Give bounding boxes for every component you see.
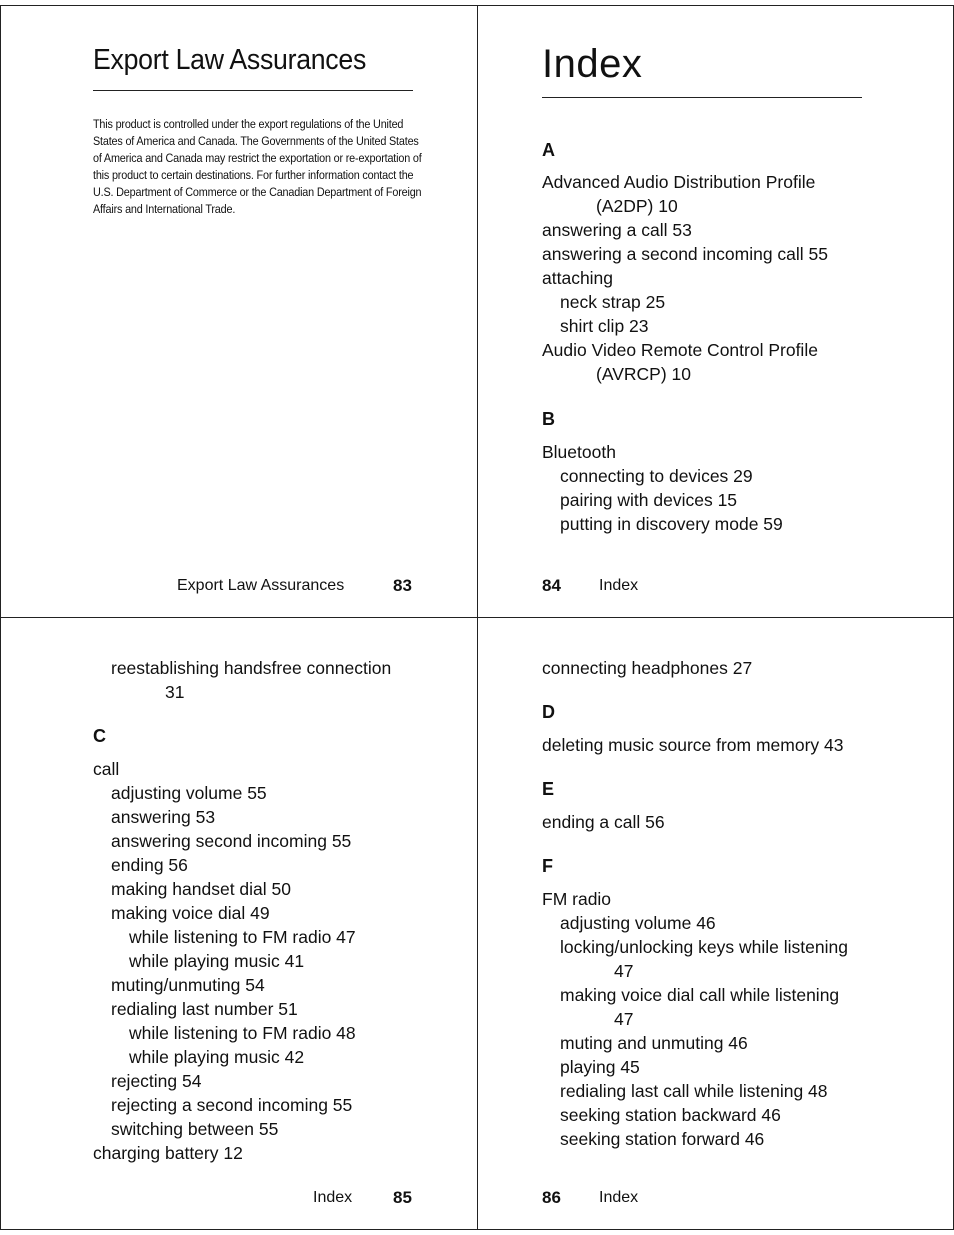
index-subentry: putting in discovery mode 59 xyxy=(560,514,783,534)
index-letter-heading: C xyxy=(93,726,106,746)
index-subentry: making voice dial 49 xyxy=(111,903,270,923)
index-subentry: rejecting a second incoming 55 xyxy=(111,1095,353,1115)
index-entry: Bluetooth xyxy=(542,442,616,462)
page-number: 85 xyxy=(393,1188,412,1207)
page-83 xyxy=(0,5,478,618)
index-entry: Audio Video Remote Control Profile xyxy=(542,340,818,360)
index-subentry: answering 53 xyxy=(111,807,216,827)
page-number: 84 xyxy=(542,576,561,595)
index-letter-heading: B xyxy=(542,409,555,429)
index-subentry: reestablishing handsfree connection xyxy=(111,658,392,678)
index-subentry: locking/unlocking keys while listening xyxy=(560,937,848,957)
index-subentry: making voice dial call while listening xyxy=(560,985,840,1005)
index-subentry: muting and unmuting 46 xyxy=(560,1033,748,1053)
index-entry: attaching xyxy=(542,268,614,288)
index-entry-continuation: 31 xyxy=(165,682,185,702)
page-number: 83 xyxy=(393,576,412,595)
index-subentry: making handset dial 50 xyxy=(111,879,291,899)
page-footer xyxy=(542,1186,639,1210)
footer-label: Index xyxy=(313,1189,353,1206)
index-subentry: connecting to devices 29 xyxy=(560,466,753,486)
page-footer xyxy=(313,1186,412,1210)
index-subentry: muting/unmuting 54 xyxy=(111,975,265,995)
page-84 xyxy=(477,5,954,618)
index-subentry: shirt clip 23 xyxy=(560,316,649,336)
index-subsubentry: while playing music 41 xyxy=(129,951,305,971)
page-title: Index xyxy=(542,42,643,86)
page-footer xyxy=(177,574,412,598)
index-subentry: switching between 55 xyxy=(111,1119,279,1139)
index-subentry: playing 45 xyxy=(560,1057,640,1077)
index-letter-heading: D xyxy=(542,702,555,722)
page-85 xyxy=(0,617,478,1230)
index-entry: answering a call 53 xyxy=(542,220,692,240)
index-letter-heading: F xyxy=(542,856,553,876)
index-entries xyxy=(542,656,848,1151)
index-entry: Advanced Audio Distribution Profile xyxy=(542,172,816,192)
index-entry: answering a second incoming call 55 xyxy=(542,244,828,264)
index-entries xyxy=(93,656,391,1165)
title-rule xyxy=(93,90,413,91)
index-entry-continuation: (AVRCP) 10 xyxy=(596,364,691,384)
index-entry: call xyxy=(93,759,120,779)
index-subentry: rejecting 54 xyxy=(111,1071,202,1091)
index-subsubentry: while playing music 42 xyxy=(129,1047,305,1067)
index-entry: ending a call 56 xyxy=(542,812,665,832)
title-rule xyxy=(542,97,862,98)
index-subentry: seeking station backward 46 xyxy=(560,1105,781,1125)
footer-label: Index xyxy=(599,577,639,594)
index-subentry: pairing with devices 15 xyxy=(560,490,738,510)
index-entry-continuation: (A2DP) 10 xyxy=(596,196,678,216)
index-entry-continuation: 47 xyxy=(614,1009,634,1029)
index-subentry: neck strap 25 xyxy=(560,292,666,312)
index-entry: charging battery 12 xyxy=(93,1143,243,1163)
page-86 xyxy=(477,617,954,1230)
index-subentry: answering second incoming 55 xyxy=(111,831,352,851)
index-subentry: seeking station forward 46 xyxy=(560,1129,765,1149)
page-footer xyxy=(542,574,639,598)
page-title: Export Law Assurances xyxy=(93,44,367,76)
index-entry: deleting music source from memory 43 xyxy=(542,735,844,755)
export-law-paragraph: This product is controlled under the export regulations of the United States of America and Canada. The Governments of the United States of America and Canada may restrict the exportation or re-exportation of this product to certain destinations. For further information contact the U.S. Department of Commerce or the Canadian Department of Foreign Affairs and International Trade. xyxy=(93,117,422,216)
index-subsubentry: while listening to FM radio 48 xyxy=(129,1023,356,1043)
index-subentry: adjusting volume 55 xyxy=(111,783,267,803)
index-subentry: redialing last call while listening 48 xyxy=(560,1081,828,1101)
index-subsubentry: while listening to FM radio 47 xyxy=(129,927,356,947)
footer-label: Export Law Assurances xyxy=(177,577,345,594)
index-entry-continuation: 47 xyxy=(614,961,634,981)
index-subentry: redialing last number 51 xyxy=(111,999,298,1019)
index-subentry: adjusting volume 46 xyxy=(560,913,716,933)
index-subentry: ending 56 xyxy=(111,855,188,875)
index-letter-heading: E xyxy=(542,779,555,799)
index-letter-heading: A xyxy=(542,140,555,160)
index-entry: connecting headphones 27 xyxy=(542,658,753,678)
index-entry: FM radio xyxy=(542,889,612,909)
footer-label: Index xyxy=(599,1189,639,1206)
page-number: 86 xyxy=(542,1188,561,1207)
index-entries xyxy=(542,138,828,536)
